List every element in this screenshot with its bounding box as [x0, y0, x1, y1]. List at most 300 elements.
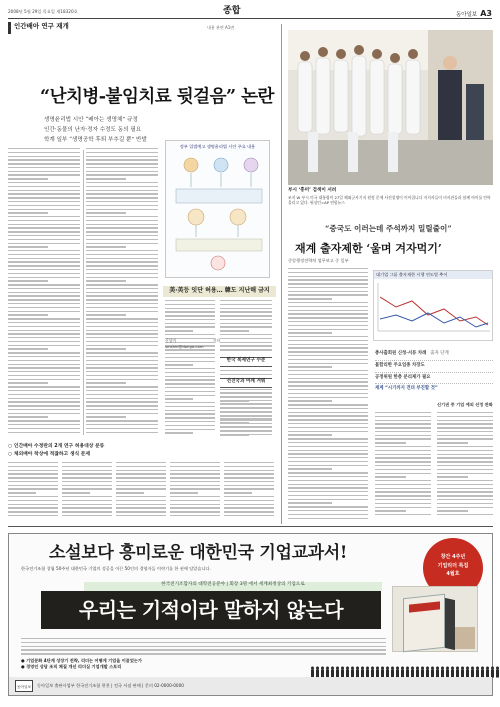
article-column-1	[8, 148, 80, 438]
text-line	[62, 470, 112, 471]
text-line	[8, 386, 80, 387]
text-line	[288, 268, 368, 269]
article-column-5	[116, 462, 166, 522]
text-line	[62, 473, 112, 474]
text-line	[288, 344, 368, 345]
text-line	[220, 403, 272, 404]
text-line	[86, 254, 158, 255]
text-line	[220, 349, 272, 350]
mid-subhead-1: ○ 인간배아 수정란의 2개 연구 허용대상 분류	[8, 444, 105, 449]
badge-line-2: 기업리더 특집	[437, 562, 469, 569]
text-line	[288, 487, 368, 488]
text-line	[224, 507, 274, 508]
text-line	[288, 298, 332, 299]
text-line	[170, 466, 220, 467]
text-line	[288, 472, 368, 473]
text-line	[8, 239, 80, 240]
text-line	[86, 371, 158, 372]
ad-headline: 소설보다 흥미로운 대한민국 기업교과서!	[49, 543, 348, 563]
text-line	[8, 492, 36, 493]
text-line	[220, 400, 272, 401]
article-column-3	[8, 462, 58, 522]
text-line	[86, 216, 158, 217]
text-line	[86, 246, 126, 247]
main-headline: “난치병-불임치료 뒷걸음” 논란	[40, 87, 274, 107]
badge-line-1: 창간 4주년	[440, 554, 466, 560]
text-line	[62, 496, 112, 497]
text-line	[437, 435, 493, 436]
text-line	[437, 491, 493, 492]
text-line	[8, 401, 80, 402]
text-line	[8, 504, 58, 505]
text-line	[220, 308, 272, 309]
text-line	[220, 389, 272, 390]
text-line	[86, 299, 158, 300]
text-line	[62, 462, 112, 463]
text-line	[62, 515, 112, 516]
text-line	[375, 476, 406, 477]
text-line	[8, 371, 80, 372]
text-line	[8, 227, 80, 228]
text-line	[86, 190, 158, 191]
text-line	[21, 642, 386, 643]
text-line	[62, 466, 112, 467]
key-point-1: 총사출회원 신청·서류 차례 출자 단계	[375, 349, 493, 361]
text-line	[170, 492, 198, 493]
text-line	[62, 504, 112, 505]
text-line	[224, 488, 274, 489]
text-line	[8, 201, 80, 202]
article-column-2	[86, 148, 158, 438]
text-line	[224, 466, 274, 467]
text-line	[8, 148, 80, 149]
text-line	[170, 488, 220, 489]
text-line	[62, 511, 112, 512]
text-line	[288, 491, 368, 492]
text-line	[86, 356, 158, 357]
ad-footer: 동아일보 출판사업부 한국전기조합 편찬 | 전국 서점 판매 | 문의 02-0000-0000	[9, 677, 492, 695]
right-byline: 중앙행정전략처 업무보고 중 일부	[288, 258, 349, 263]
text-line	[86, 231, 158, 232]
text-line	[165, 323, 215, 324]
text-line	[8, 367, 80, 368]
text-line	[165, 330, 193, 331]
text-line	[86, 405, 158, 406]
text-line	[375, 491, 431, 492]
right-column-3	[437, 412, 493, 522]
right-headline: 재계 출자제한 ‘울며 겨자먹기’	[295, 242, 442, 255]
text-line	[288, 393, 368, 394]
text-line	[437, 476, 468, 477]
text-line	[288, 306, 368, 307]
text-line	[224, 515, 274, 516]
text-line	[8, 405, 80, 406]
text-line	[8, 416, 48, 417]
text-line	[8, 375, 80, 376]
text-line	[86, 428, 158, 429]
text-line	[220, 422, 249, 423]
key-points	[375, 349, 493, 395]
text-line	[8, 420, 80, 421]
book-spine	[445, 598, 455, 650]
text-line	[8, 152, 80, 153]
text-line	[86, 178, 126, 179]
text-line	[165, 361, 215, 362]
text-line	[288, 276, 368, 277]
text-line	[86, 182, 158, 183]
author-credit: 신성미 기자 smshin@donga.com	[165, 338, 220, 349]
text-line	[8, 364, 80, 365]
text-line	[86, 280, 126, 281]
right-subhead: 신기권 중 기업 예외 선정 완화	[437, 402, 493, 407]
text-line	[288, 279, 368, 280]
text-line	[8, 269, 80, 270]
photo-caption: 조지 W 부시 미국 대통령이 27일 해외군사기지 원정 문제 사진설명이 이어집니다 지지자들이 비서관들과 함께 아이를 안아 올리고 있다. 워싱턴=AP 연합뉴스	[288, 194, 491, 206]
text-line	[288, 332, 332, 333]
sub-headline-2: 인간·동물의 난자·정자 수정도 동의 필요	[44, 126, 142, 133]
text-line	[288, 423, 368, 424]
ad-body-text	[21, 638, 386, 660]
text-line	[288, 359, 368, 360]
text-line	[220, 370, 272, 371]
text-line	[375, 431, 431, 432]
text-line	[86, 401, 158, 402]
text-line	[8, 311, 80, 312]
text-line	[8, 318, 80, 319]
text-line	[8, 511, 58, 512]
text-line	[165, 402, 215, 403]
text-line	[165, 395, 215, 396]
text-line	[165, 406, 215, 407]
text-line	[86, 379, 158, 380]
text-line	[220, 338, 272, 339]
text-line	[62, 492, 90, 493]
text-line	[8, 277, 80, 278]
text-line	[86, 284, 158, 285]
text-line	[288, 363, 368, 364]
mid-subheads	[8, 443, 104, 458]
text-line	[220, 330, 249, 331]
text-line	[165, 334, 215, 335]
text-line	[86, 311, 158, 312]
text-line	[86, 322, 158, 323]
article-column-6	[170, 462, 220, 522]
text-line	[375, 495, 431, 496]
text-line	[288, 310, 368, 311]
text-line	[224, 504, 274, 505]
text-line	[220, 434, 272, 435]
text-line	[288, 438, 368, 439]
text-line	[220, 392, 272, 393]
text-line	[8, 500, 58, 501]
text-line	[8, 352, 80, 353]
badge-line-3: 4월호	[446, 571, 460, 577]
text-line	[165, 417, 215, 418]
text-line	[86, 307, 158, 308]
text-line	[288, 419, 368, 420]
text-line	[220, 334, 272, 335]
text-line	[288, 461, 368, 462]
page-number: A3	[480, 9, 492, 18]
text-line	[8, 235, 80, 236]
text-line	[170, 481, 220, 482]
text-line	[86, 409, 158, 410]
text-line	[86, 394, 158, 395]
ad-strapline: 한국전기조합자의 대학전공분야 | 회장 3명 에서 세계최정상의 기업으로	[84, 582, 382, 591]
text-line	[220, 311, 272, 312]
text-line	[224, 511, 274, 512]
text-line	[116, 507, 166, 508]
text-line	[86, 341, 158, 342]
related-note: 내용 관련 A1면	[207, 25, 235, 30]
text-line	[437, 514, 493, 515]
infographic	[165, 140, 270, 278]
text-line	[165, 413, 215, 414]
mid-subhead-2: ○ 체외배아 착상에 적잖하고 생식 문제	[8, 451, 91, 457]
text-line	[220, 323, 272, 324]
text-line	[86, 348, 126, 349]
text-line	[437, 461, 493, 462]
text-line	[8, 197, 80, 198]
text-line	[375, 510, 406, 511]
text-line	[86, 171, 158, 172]
text-line	[224, 500, 274, 501]
photo-caption-block	[288, 188, 493, 206]
text-line	[8, 178, 48, 179]
text-line	[8, 398, 80, 399]
text-line	[220, 411, 272, 412]
text-line	[170, 507, 220, 508]
text-line	[86, 337, 158, 338]
text-line	[437, 480, 493, 481]
text-line	[8, 333, 80, 334]
text-line	[437, 457, 493, 458]
text-line	[288, 378, 368, 379]
text-line	[224, 462, 274, 463]
text-line	[86, 382, 126, 383]
text-line	[288, 506, 368, 507]
text-line	[165, 308, 215, 309]
text-line	[21, 638, 386, 639]
text-line	[86, 345, 158, 346]
text-line	[288, 302, 368, 303]
text-line	[165, 353, 215, 354]
text-line	[220, 396, 272, 397]
text-line	[224, 492, 252, 493]
book-figure	[455, 627, 475, 649]
text-line	[86, 367, 158, 368]
text-line	[86, 227, 158, 228]
text-line	[220, 415, 272, 416]
text-line	[116, 515, 166, 516]
text-line	[8, 254, 80, 255]
text-line	[437, 438, 493, 439]
text-line	[8, 348, 48, 349]
text-line	[86, 224, 158, 225]
box-column-1	[165, 300, 215, 440]
text-line	[8, 470, 58, 471]
text-line	[288, 499, 368, 500]
text-line	[86, 163, 158, 164]
key-point-2: 불합리한 주요업종 차장도	[375, 361, 493, 373]
right-column-1	[288, 268, 368, 523]
text-line	[8, 424, 80, 425]
text-line	[437, 450, 493, 451]
article-column-7	[224, 462, 274, 522]
text-line	[86, 292, 158, 293]
text-line	[86, 375, 158, 376]
text-line	[170, 504, 220, 505]
text-line	[170, 470, 220, 471]
text-line	[288, 381, 368, 382]
text-line	[116, 473, 166, 474]
text-line	[288, 294, 368, 295]
text-line	[220, 345, 272, 346]
text-line	[437, 446, 493, 447]
text-line	[375, 507, 431, 508]
text-line	[8, 394, 80, 395]
text-line	[86, 212, 126, 213]
section-name: 종합	[223, 6, 241, 16]
text-line	[288, 427, 368, 428]
text-line	[165, 398, 193, 399]
text-line	[8, 413, 80, 414]
text-line	[288, 465, 368, 466]
box-subheading-1: 한국 복제연구 수준	[226, 358, 266, 363]
text-line	[288, 355, 368, 356]
text-line	[116, 477, 166, 478]
text-line	[8, 303, 80, 304]
text-line	[165, 410, 215, 411]
text-line	[86, 250, 158, 251]
text-line	[8, 473, 58, 474]
text-line	[437, 412, 493, 413]
text-line	[86, 364, 158, 365]
key-point-3: 공정위원 한층 분리제가 필요	[375, 373, 493, 385]
text-line	[437, 427, 493, 428]
text-line	[116, 485, 166, 486]
key-point-4: 재계 “시기까지 견뎌 부진할 것”	[375, 386, 438, 392]
text-line	[165, 372, 215, 373]
news-photo	[288, 30, 493, 185]
text-line	[220, 326, 272, 327]
text-line	[86, 416, 126, 417]
text-line	[288, 457, 368, 458]
text-line	[8, 326, 80, 327]
chart-graphic	[374, 279, 492, 337]
text-line	[165, 315, 215, 316]
text-line	[86, 159, 158, 160]
issue-date: 2008년 5월 29일 목요일 제18320호	[8, 9, 78, 14]
text-line	[165, 357, 215, 358]
text-line	[288, 415, 368, 416]
text-line	[288, 442, 368, 443]
ad-banner: 우리는 기적이라 말하지 않는다	[41, 591, 381, 629]
text-line	[86, 432, 158, 433]
text-line	[288, 370, 368, 371]
text-line	[8, 330, 80, 331]
text-line	[8, 246, 48, 247]
ad-bullet-1: ● 기업문화 4단계 성장기 전략, 리더는 어떻게 기업을 이끌었는가	[21, 658, 142, 663]
text-line	[8, 261, 80, 262]
text-line	[288, 453, 368, 454]
text-line	[437, 503, 493, 504]
text-line	[8, 507, 58, 508]
text-line	[288, 514, 368, 515]
text-line	[375, 480, 431, 481]
text-line	[8, 485, 58, 486]
text-line	[86, 265, 158, 266]
text-line	[86, 352, 158, 353]
text-line	[288, 313, 368, 314]
text-line	[437, 454, 493, 455]
text-line	[288, 446, 368, 447]
text-line	[8, 409, 80, 410]
text-line	[375, 446, 431, 447]
text-line	[437, 431, 493, 432]
text-line	[86, 174, 158, 175]
infographic-title: 정부 입법예고 생명윤리법 시안 주요 내용	[179, 144, 256, 149]
chart-title: 대기업 그룹 출자제한 시행 연도별 추이	[374, 271, 492, 279]
text-line	[288, 351, 368, 352]
text-line	[288, 412, 368, 413]
text-line	[62, 500, 112, 501]
text-line	[165, 432, 193, 433]
text-line	[170, 473, 220, 474]
text-line	[8, 345, 80, 346]
text-line	[116, 492, 144, 493]
text-line	[8, 295, 80, 296]
text-line	[116, 481, 166, 482]
text-line	[8, 193, 80, 194]
text-line	[8, 186, 80, 187]
text-line	[8, 216, 80, 217]
text-line	[116, 470, 166, 471]
text-line	[220, 430, 272, 431]
text-line	[288, 476, 368, 477]
text-line	[86, 239, 158, 240]
text-line	[437, 510, 468, 511]
text-line	[288, 495, 368, 496]
text-line	[86, 303, 158, 304]
sub-headline-1: 생명윤리법 시안 “배아는 생명체” 규정	[44, 117, 138, 123]
text-line	[86, 398, 158, 399]
text-line	[8, 337, 80, 338]
text-line	[375, 488, 431, 489]
text-line	[86, 148, 158, 149]
text-line	[220, 315, 272, 316]
text-line	[86, 209, 158, 210]
text-line	[220, 319, 272, 320]
text-line	[116, 462, 166, 463]
text-line	[86, 413, 158, 414]
text-line	[375, 469, 431, 470]
text-line	[165, 304, 215, 305]
text-line	[170, 485, 220, 486]
text-line	[288, 484, 368, 485]
text-line	[170, 500, 220, 501]
text-line	[375, 420, 431, 421]
text-line	[8, 341, 80, 342]
text-line	[288, 480, 368, 481]
text-line	[8, 243, 80, 244]
text-line	[288, 340, 368, 341]
text-line	[8, 159, 80, 160]
text-line	[375, 423, 431, 424]
text-line	[116, 496, 166, 497]
text-line	[165, 379, 215, 380]
text-line	[8, 481, 58, 482]
